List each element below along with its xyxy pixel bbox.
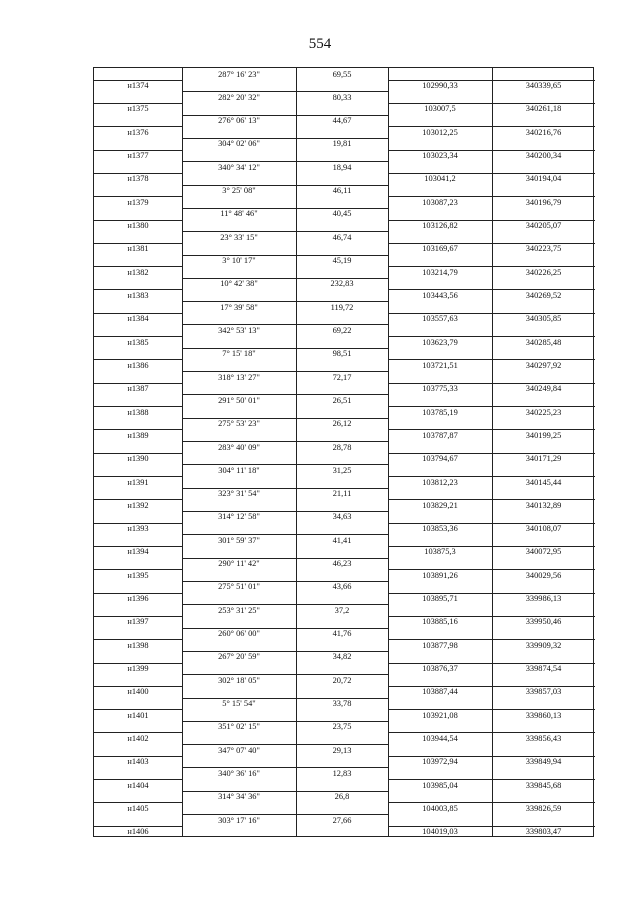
segment-length: 98,51: [332, 349, 352, 359]
segment-row: [94, 162, 593, 173]
coordinate-y: 340249,84: [525, 384, 562, 394]
point-row: [94, 523, 593, 534]
point-row: [94, 756, 593, 767]
coordinate-x: 103972,94: [422, 757, 458, 767]
coordinate-y: 340108,07: [525, 524, 562, 534]
segment-length: 69,22: [332, 325, 352, 335]
segment-row: [94, 628, 593, 639]
point-name: н1388: [127, 407, 149, 417]
direction-angle: 260° 06' 00": [218, 629, 260, 639]
segment-length: 31,25: [332, 465, 352, 475]
point-name: н1381: [127, 244, 149, 254]
coordinate-x: 103877,98: [422, 640, 458, 650]
point-row: [94, 267, 593, 278]
segment-length: 46,74: [332, 232, 352, 242]
segment-row: [94, 511, 593, 522]
direction-angle: 5° 15' 54": [222, 699, 256, 709]
segment-length: 34,63: [332, 512, 352, 522]
coordinate-y: 340196,79: [525, 197, 562, 207]
point-row: [94, 290, 593, 301]
direction-angle: 3° 10' 17": [222, 256, 256, 266]
segment-row: [94, 651, 593, 662]
direction-angle: 347° 07' 40": [218, 745, 260, 755]
segment-row: [94, 418, 593, 429]
coordinate-y: 340072,95: [525, 547, 562, 557]
point-row: [94, 477, 593, 488]
point-name: н1398: [127, 640, 149, 650]
point-name: н1396: [127, 594, 149, 604]
coordinate-x: 103785,19: [422, 407, 458, 417]
point-name: н1376: [127, 127, 149, 137]
point-row: [94, 826, 593, 837]
point-row: [94, 500, 593, 511]
coordinate-x: 103887,44: [422, 687, 458, 697]
segment-length: 41,41: [332, 535, 352, 545]
coordinate-y: 340339,65: [525, 81, 562, 91]
coordinate-x: 103944,54: [422, 733, 458, 743]
coordinate-y: 339856,43: [525, 733, 562, 743]
point-name: н1377: [127, 151, 149, 161]
point-name: н1394: [127, 547, 149, 557]
point-row: [94, 313, 593, 324]
segment-row: [94, 395, 593, 406]
point-name: н1402: [127, 733, 149, 743]
point-row: [94, 640, 593, 651]
segment-length: 232,83: [330, 279, 354, 289]
segment-row: [94, 302, 593, 313]
coordinate-x: 103794,67: [422, 454, 458, 464]
point-name: н1390: [127, 454, 149, 464]
segment-row: [94, 232, 593, 243]
direction-angle: 314° 12' 58": [218, 512, 260, 522]
segment-row: [94, 442, 593, 453]
segment-length: 23,75: [332, 722, 352, 732]
segment-length: 41,76: [332, 629, 352, 639]
point-row: [94, 127, 593, 138]
point-name: н1386: [127, 360, 149, 370]
coordinate-y: 339803,47: [525, 827, 562, 837]
point-name: н1399: [127, 664, 149, 674]
coordinate-y: 340029,56: [525, 570, 562, 580]
coordinate-y: 339845,68: [525, 780, 562, 790]
point-row: [94, 593, 593, 604]
coordinate-x: 103876,37: [422, 664, 458, 674]
point-name: н1401: [127, 710, 149, 720]
point-row: [94, 80, 593, 91]
point-name: н1403: [127, 757, 149, 767]
point-name: н1406: [127, 827, 149, 837]
segment-row: [94, 791, 593, 802]
segment-row: [94, 255, 593, 266]
coordinate-x: 103041,2: [424, 174, 456, 184]
segment-row: [94, 535, 593, 546]
coordinate-x: 103829,21: [422, 500, 458, 510]
point-name: н1389: [127, 430, 149, 440]
coordinate-y: 340171,29: [525, 454, 562, 464]
segment-row: [94, 488, 593, 499]
point-name: н1391: [127, 477, 149, 487]
segment-row: [94, 745, 593, 756]
point-row: [94, 570, 593, 581]
segment-row: [94, 558, 593, 569]
segment-row: [94, 138, 593, 149]
point-name: н1387: [127, 384, 149, 394]
segment-row: [94, 185, 593, 196]
direction-angle: 10° 42' 38": [220, 279, 258, 289]
coordinate-x: 103214,79: [422, 267, 458, 277]
coordinate-x: 103775,33: [422, 384, 458, 394]
direction-angle: 23° 33' 15": [220, 232, 258, 242]
point-row: [94, 197, 593, 208]
point-name: н1392: [127, 500, 149, 510]
segment-length: 20,72: [332, 675, 352, 685]
point-row: [94, 243, 593, 254]
coordinate-x: 103012,25: [422, 127, 458, 137]
point-name: н1393: [127, 524, 149, 534]
point-row: [94, 383, 593, 394]
direction-angle: 302° 18' 05": [218, 675, 260, 685]
segment-row: [94, 115, 593, 126]
direction-angle: 275° 51' 01": [218, 582, 260, 592]
direction-angle: 283° 40' 09": [218, 442, 260, 452]
coordinate-x: 103891,26: [422, 570, 458, 580]
point-name: н1380: [127, 221, 149, 231]
point-name: н1374: [127, 81, 149, 91]
segment-length: 26,12: [332, 419, 352, 429]
point-name: н1382: [127, 267, 149, 277]
direction-angle: 3° 25' 08": [222, 186, 256, 196]
point-row: [94, 780, 593, 791]
coordinate-y: 339950,46: [525, 617, 562, 627]
direction-angle: 17° 39' 58": [220, 302, 258, 312]
segment-row: [94, 768, 593, 779]
segment-length: 34,82: [332, 652, 352, 662]
coordinate-x: 103721,51: [422, 360, 458, 370]
coordinate-x: 102990,33: [422, 81, 458, 91]
point-name: н1383: [127, 290, 149, 300]
segment-row: [94, 372, 593, 383]
coordinate-y: 340285,48: [525, 337, 562, 347]
segment-length: 80,33: [332, 92, 352, 102]
segment-row: [94, 465, 593, 476]
coordinate-y: 339860,13: [525, 710, 562, 720]
coordinate-y: 340216,76: [525, 127, 562, 137]
segment-length: 40,45: [332, 209, 352, 219]
segment-length: 33,78: [332, 699, 352, 709]
coordinate-y: 339909,32: [525, 640, 562, 650]
coordinate-x: 103812,23: [422, 477, 458, 487]
coordinate-y: 339849,94: [525, 757, 562, 767]
direction-angle: 276° 06' 13": [218, 116, 260, 126]
direction-angle: 342° 53' 13": [218, 325, 260, 335]
direction-angle: 304° 11' 18": [218, 465, 260, 475]
coordinate-y: 339826,59: [525, 803, 562, 813]
point-row: [94, 430, 593, 441]
coordinate-y: 340269,52: [525, 290, 562, 300]
segment-length: 44,67: [332, 116, 352, 126]
coordinate-y: 340145,44: [525, 477, 562, 487]
point-row: [94, 616, 593, 627]
coordinate-y: 340223,75: [525, 244, 562, 254]
coordinate-x: 103885,16: [422, 617, 458, 627]
coordinate-x: 103169,67: [422, 244, 458, 254]
direction-angle: 323° 31' 54": [218, 489, 260, 499]
direction-angle: 318° 13' 27": [218, 372, 260, 382]
coordinate-x: 104003,85: [422, 803, 458, 813]
coordinates-table: [93, 67, 594, 837]
coordinate-x: 103985,04: [422, 780, 458, 790]
segment-length: 19,81: [332, 139, 352, 149]
coordinate-x: 103875,3: [424, 547, 456, 557]
direction-angle: 267° 20' 59": [218, 652, 260, 662]
coordinate-y: 340226,25: [525, 267, 562, 277]
segment-length: 26,8: [334, 792, 350, 802]
coordinate-x: 103443,56: [422, 290, 458, 300]
coordinate-y: 340205,07: [525, 221, 562, 231]
coordinate-x: 104019,03: [422, 827, 458, 837]
direction-angle: 290° 11' 42": [218, 559, 260, 569]
coordinate-y: 340132,89: [525, 500, 562, 510]
segment-length: 46,11: [332, 186, 352, 196]
coordinate-y: 340225,23: [525, 407, 562, 417]
direction-angle: 275° 53' 23": [218, 419, 260, 429]
direction-angle: 282° 20' 32": [218, 92, 260, 102]
coordinate-y: 340297,92: [525, 360, 562, 370]
segment-row: [94, 721, 593, 732]
point-name: н1379: [127, 197, 149, 207]
direction-angle: 291° 50' 01": [218, 395, 260, 405]
segment-row: [94, 92, 593, 103]
point-row: [94, 103, 593, 114]
direction-angle: 7° 15' 18": [222, 349, 256, 359]
coordinate-x: 103921,08: [422, 710, 458, 720]
point-name: н1385: [127, 337, 149, 347]
coordinate-y: 340199,25: [525, 430, 562, 440]
point-row: [94, 663, 593, 674]
segment-row: [94, 348, 593, 359]
segment-length: 37,2: [334, 605, 350, 615]
direction-angle: 303° 17' 16": [218, 815, 260, 825]
point-name: н1395: [127, 570, 149, 580]
direction-angle: 304° 02' 06": [218, 139, 260, 149]
segment-length: 72,17: [332, 372, 352, 382]
coordinate-y: 340194,04: [525, 174, 562, 184]
point-row: [94, 546, 593, 557]
segment-length: 18,94: [332, 162, 352, 172]
segment-row: [94, 278, 593, 289]
point-row: [94, 337, 593, 348]
point-name: н1397: [127, 617, 149, 627]
segment-row: [94, 815, 593, 826]
coordinate-x: 103787,87: [422, 430, 458, 440]
point-row: [94, 220, 593, 231]
segment-row: [94, 675, 593, 686]
coordinate-y: 340305,85: [525, 314, 562, 324]
segment-row: [94, 581, 593, 592]
segment-length: 28,78: [332, 442, 352, 452]
segment-row: [94, 605, 593, 616]
segment-row: [94, 698, 593, 709]
coordinate-y: 339986,13: [525, 594, 562, 604]
point-name: н1404: [127, 780, 149, 790]
coordinate-x: 103895,71: [422, 594, 458, 604]
direction-angle: 340° 34' 12": [218, 162, 260, 172]
direction-angle: 253° 31' 25": [218, 605, 260, 615]
coordinate-x: 103007,5: [424, 104, 456, 114]
point-row: [94, 710, 593, 721]
coordinate-x: 103623,79: [422, 337, 458, 347]
point-row: [94, 407, 593, 418]
segment-row: [94, 325, 593, 336]
segment-length: 45,19: [332, 256, 352, 266]
coordinate-y: 340261,18: [525, 104, 562, 114]
direction-angle: 314° 34' 36": [218, 792, 260, 802]
point-name: н1400: [127, 687, 149, 697]
point-row: [94, 173, 593, 184]
segment-length: 21,11: [332, 489, 352, 499]
segment-length: 43,66: [332, 582, 352, 592]
direction-angle: 351° 02' 15": [218, 722, 260, 732]
coordinate-y: 340200,34: [525, 151, 562, 161]
point-row: [94, 733, 593, 744]
segment-length: 29,13: [332, 745, 352, 755]
direction-angle: 340° 36' 16": [218, 768, 260, 778]
direction-angle: 11° 48' 46": [220, 209, 258, 219]
direction-angle: 287° 16' 23": [218, 69, 260, 79]
segment-length: 119,72: [330, 302, 354, 312]
point-row: [94, 453, 593, 464]
segment-length: 69,55: [332, 69, 352, 79]
coordinate-y: 339857,03: [525, 687, 562, 697]
page-number: 554: [308, 36, 332, 52]
point-name: н1378: [127, 174, 149, 184]
point-row: [94, 686, 593, 697]
coordinate-x: 103087,23: [422, 197, 458, 207]
coordinate-x: 103853,36: [422, 524, 458, 534]
segment-length: 12,83: [332, 768, 352, 778]
segment-length: 27,66: [332, 815, 352, 825]
point-row: [94, 803, 593, 814]
direction-angle: 301° 59' 37": [218, 535, 260, 545]
point-row: [94, 150, 593, 161]
point-name: н1375: [127, 104, 149, 114]
coordinate-y: 339874,54: [525, 664, 562, 674]
coordinate-x: 103023,34: [422, 151, 458, 161]
coordinate-x: 103557,63: [422, 314, 458, 324]
point-name: н1405: [127, 803, 149, 813]
point-row: [94, 360, 593, 371]
segment-row: [94, 69, 593, 80]
coordinate-x: 103126,82: [422, 221, 458, 231]
segment-length: 46,23: [332, 559, 352, 569]
segment-row: [94, 208, 593, 219]
segment-length: 26,51: [332, 395, 352, 405]
point-name: н1384: [127, 314, 149, 324]
